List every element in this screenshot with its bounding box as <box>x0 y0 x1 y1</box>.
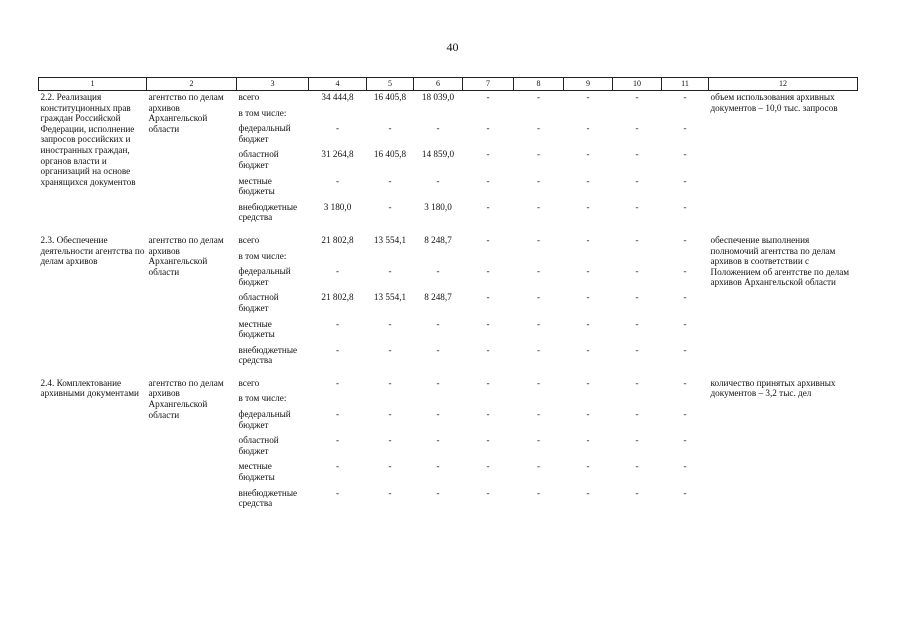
amount-cell: - <box>635 201 639 212</box>
funding-source-cell: внебюджетные средства <box>238 344 298 366</box>
amount-cell: - <box>536 175 541 186</box>
amount-cell <box>309 251 367 267</box>
column-header: 1 <box>39 78 147 91</box>
amount-cell: - <box>586 435 590 446</box>
amount-cell: - <box>586 461 590 472</box>
amount-cell: - <box>683 461 687 472</box>
amount-cell: - <box>436 266 440 277</box>
amount-cell: - <box>486 175 490 186</box>
amount-cell <box>463 108 514 124</box>
amount-cell <box>662 108 709 124</box>
funding-row <box>39 377 858 394</box>
amount-cell <box>367 251 414 267</box>
amount-cell <box>514 251 564 267</box>
amount-cell: - <box>635 409 639 420</box>
amount-cell: - <box>436 123 440 134</box>
amount-cell: - <box>335 435 340 446</box>
amount-cell: - <box>335 266 340 277</box>
amount-cell: - <box>586 377 590 388</box>
funding-source-cell: в том числе: <box>238 393 287 404</box>
amount-cell <box>613 393 662 409</box>
amount-cell <box>564 108 613 124</box>
column-numbers-row <box>39 78 858 91</box>
amount-cell: - <box>436 344 440 355</box>
amount-cell: - <box>586 318 590 329</box>
program-table <box>38 77 858 514</box>
amount-cell: - <box>683 201 687 212</box>
amount-cell: - <box>683 409 687 420</box>
amount-cell: - <box>635 344 639 355</box>
amount-cell: - <box>536 149 541 160</box>
funding-source-cell: областной бюджет <box>238 435 279 456</box>
funding-source-cell: всего <box>238 377 260 388</box>
amount-cell: - <box>335 123 340 134</box>
amount-cell: - <box>335 175 340 186</box>
amount-cell: - <box>683 234 687 245</box>
amount-cell: 3 180,0 <box>323 201 352 212</box>
amount-cell: - <box>436 377 440 388</box>
amount-cell: - <box>683 344 687 355</box>
amount-cell: - <box>586 266 590 277</box>
column-header: 8 <box>514 78 564 91</box>
amount-cell: - <box>635 266 639 277</box>
funding-source-cell: внебюджетные средства <box>238 487 298 509</box>
amount-cell: - <box>335 461 340 472</box>
column-header: 9 <box>564 78 613 91</box>
amount-cell: - <box>635 92 639 102</box>
amount-cell: - <box>335 318 340 329</box>
funding-source-cell: всего <box>238 234 260 245</box>
amount-cell: - <box>536 487 541 498</box>
expected-result-cell: обеспечение выполнения полномочий агентства по делам архивов в соответствии с Положением об агентстве по делам архивов Архангельской области <box>710 234 850 288</box>
amount-cell: 18 039,0 <box>421 92 455 102</box>
funding-source-cell: внебюджетные средства <box>238 201 298 223</box>
amount-cell: - <box>586 344 590 355</box>
amount-cell: - <box>436 409 440 420</box>
amount-cell: - <box>388 175 392 186</box>
amount-cell: - <box>635 435 639 446</box>
amount-cell <box>564 251 613 267</box>
amount-cell <box>463 393 514 409</box>
column-header: 2 <box>147 78 237 91</box>
funding-source-cell: федеральный бюджет <box>238 123 291 144</box>
amount-cell: - <box>536 409 541 420</box>
activity-name-cell: 2.2. Реализация конституционных прав граждан Российской Федерации, исполнение запросов российских и иностранных граждан, органов власти и организаций на основе хранящихся документов <box>40 92 136 187</box>
amount-cell: - <box>586 409 590 420</box>
funding-source-cell: в том числе: <box>238 107 287 118</box>
amount-cell: - <box>635 175 639 186</box>
amount-cell: - <box>486 123 490 134</box>
amount-cell <box>463 251 514 267</box>
amount-cell: - <box>683 123 687 134</box>
amount-cell: - <box>486 201 490 212</box>
amount-cell: - <box>486 149 490 160</box>
amount-cell: - <box>335 409 340 420</box>
funding-row <box>39 234 858 251</box>
amount-cell: - <box>486 435 490 446</box>
amount-cell: - <box>586 234 590 245</box>
amount-cell: - <box>635 377 639 388</box>
amount-cell: - <box>335 344 340 355</box>
amount-cell: - <box>635 461 639 472</box>
amount-cell: - <box>683 175 687 186</box>
column-header: 6 <box>414 78 463 91</box>
amount-cell: - <box>486 292 490 303</box>
amount-cell <box>564 393 613 409</box>
amount-cell: - <box>335 377 340 388</box>
amount-cell: 34 444,8 <box>321 92 354 102</box>
amount-cell: - <box>536 435 541 446</box>
amount-cell: - <box>586 292 590 303</box>
amount-cell: 8 248,7 <box>424 234 452 245</box>
amount-cell: - <box>635 318 639 329</box>
amount-cell: - <box>536 344 541 355</box>
amount-cell <box>414 393 463 409</box>
executor-cell: агентство по делам архивов Архангельской области <box>148 377 224 420</box>
amount-cell: - <box>536 377 541 388</box>
table-body <box>39 91 858 514</box>
amount-cell: - <box>586 123 590 134</box>
executor-cell: агентство по делам архивов Архангельской области <box>148 92 224 134</box>
funding-source-cell: областной бюджет <box>238 292 279 313</box>
amount-cell: - <box>536 318 541 329</box>
amount-cell: - <box>683 292 687 303</box>
amount-cell: - <box>388 435 392 446</box>
amount-cell: - <box>536 461 541 472</box>
amount-cell <box>662 393 709 409</box>
amount-cell: - <box>635 149 639 160</box>
amount-cell: - <box>388 377 392 388</box>
amount-cell: - <box>486 409 490 420</box>
amount-cell: - <box>536 92 541 102</box>
amount-cell <box>613 108 662 124</box>
amount-cell <box>414 108 463 124</box>
amount-cell: 16 405,8 <box>373 149 407 160</box>
funding-source-cell: местные бюджеты <box>238 318 275 340</box>
amount-cell: - <box>388 409 392 420</box>
amount-cell: - <box>486 92 490 102</box>
amount-cell: - <box>388 266 392 277</box>
amount-cell: - <box>635 234 639 245</box>
amount-cell: - <box>683 377 687 388</box>
amount-cell: - <box>335 487 340 498</box>
amount-cell: - <box>436 461 440 472</box>
funding-source-cell: всего <box>238 92 260 102</box>
amount-cell: - <box>388 318 392 329</box>
amount-cell: - <box>536 234 541 245</box>
amount-cell: - <box>536 292 541 303</box>
amount-cell: - <box>436 487 440 498</box>
amount-cell: - <box>683 435 687 446</box>
activity-name-cell: 2.3. Обеспечение деятельности агентства по делам архивов <box>40 234 145 267</box>
amount-cell <box>309 393 367 409</box>
amount-cell: 21 802,8 <box>321 292 354 303</box>
amount-cell: - <box>436 175 440 186</box>
amount-cell: 3 180,0 <box>424 201 452 212</box>
amount-cell: - <box>586 175 590 186</box>
column-header: 4 <box>309 78 367 91</box>
amount-cell: - <box>388 487 392 498</box>
amount-cell: - <box>683 92 687 102</box>
amount-cell <box>367 108 414 124</box>
amount-cell: - <box>388 461 392 472</box>
amount-cell: - <box>486 377 490 388</box>
column-header: 5 <box>367 78 414 91</box>
amount-cell: 21 802,8 <box>321 234 354 245</box>
funding-source-cell: федеральный бюджет <box>238 266 291 287</box>
amount-cell: - <box>536 123 541 134</box>
amount-cell: - <box>635 123 639 134</box>
funding-source-cell: областной бюджет <box>238 149 279 170</box>
activity-name-cell: 2.4. Комплектование архивными документами <box>40 377 139 399</box>
amount-cell: - <box>486 318 490 329</box>
executor-cell: агентство по делам архивов Архангельской области <box>148 234 224 277</box>
funding-source-cell: федеральный бюджет <box>238 409 291 430</box>
column-header: 3 <box>237 78 309 91</box>
amount-cell <box>514 108 564 124</box>
amount-cell: - <box>486 487 490 498</box>
amount-cell: - <box>586 201 590 212</box>
amount-cell: - <box>486 234 490 245</box>
amount-cell: - <box>388 344 392 355</box>
funding-source-cell: в том числе: <box>238 250 287 261</box>
column-header: 10 <box>613 78 662 91</box>
amount-cell: 13 554,1 <box>373 292 407 303</box>
page-number: 40 <box>446 40 459 54</box>
amount-cell: - <box>436 318 440 329</box>
column-header: 7 <box>463 78 514 91</box>
amount-cell: 14 859,0 <box>421 149 455 160</box>
amount-cell: 13 554,1 <box>373 234 407 245</box>
amount-cell: - <box>586 92 590 102</box>
amount-cell <box>662 251 709 267</box>
amount-cell: - <box>683 266 687 277</box>
amount-cell: - <box>635 487 639 498</box>
funding-source-cell: местные бюджеты <box>238 175 275 197</box>
amount-cell: - <box>388 201 392 212</box>
column-header: 12 <box>709 78 858 91</box>
amount-cell: - <box>486 461 490 472</box>
amount-cell <box>414 251 463 267</box>
amount-cell: 31 264,8 <box>321 149 354 160</box>
amount-cell: 8 248,7 <box>424 292 452 303</box>
amount-cell: - <box>635 292 639 303</box>
amount-cell: - <box>586 487 590 498</box>
amount-cell: - <box>486 344 490 355</box>
amount-cell <box>309 108 367 124</box>
expected-result-cell: количество принятых архивных документов – 3,2 тыс. дел <box>710 377 836 399</box>
amount-cell: - <box>683 149 687 160</box>
funding-row <box>39 91 858 108</box>
funding-source-cell: местные бюджеты <box>238 461 275 483</box>
column-header: 11 <box>662 78 709 91</box>
expected-result-cell: объем использования архивных документов – 10,0 тыс. запросов <box>710 92 838 113</box>
amount-cell: - <box>486 266 490 277</box>
amount-cell: - <box>536 266 541 277</box>
amount-cell: 16 405,8 <box>373 92 407 102</box>
amount-cell: - <box>683 318 687 329</box>
amount-cell: - <box>536 201 541 212</box>
amount-cell: - <box>436 435 440 446</box>
amount-cell: - <box>586 149 590 160</box>
amount-cell <box>367 393 414 409</box>
amount-cell: - <box>388 123 392 134</box>
amount-cell: - <box>683 487 687 498</box>
amount-cell <box>514 393 564 409</box>
amount-cell <box>613 251 662 267</box>
